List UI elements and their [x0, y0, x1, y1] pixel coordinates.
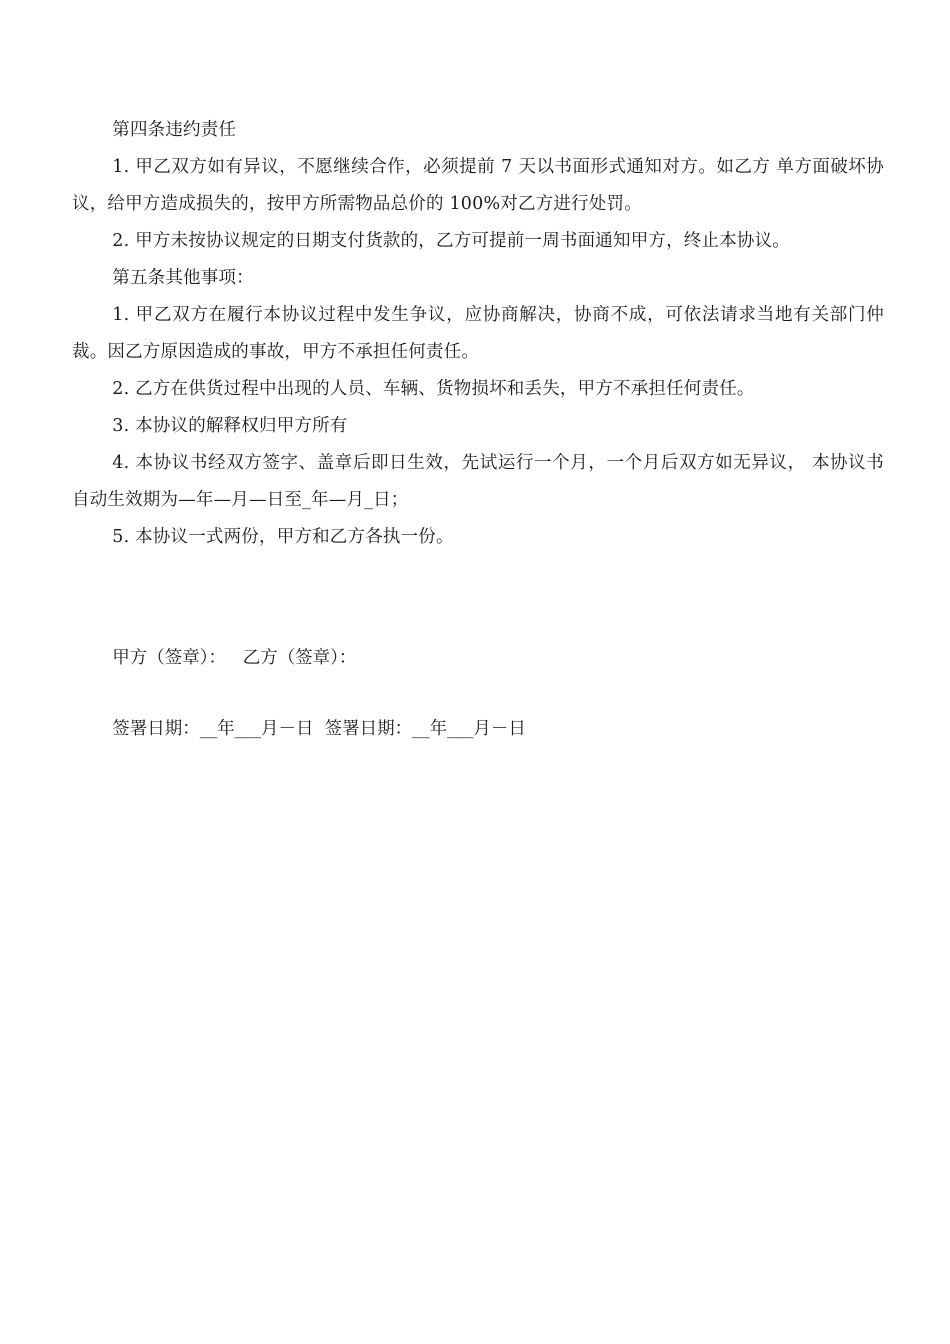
article-5-item-1: 1. 甲乙双方在履行本协议过程中发生争议，应协商解决，协商不成，可依法请求当地有关部门仲裁。因乙方原因造成的事故，甲方不承担任何责任。: [72, 305, 884, 362]
article-5-item-5: 5. 本协议一式两份，甲方和乙方各执一份。: [112, 527, 454, 547]
article-4-heading: 第四条违约责任: [112, 120, 237, 140]
article-5-item-4: 4. 本协议书经双方签字、盖章后即日生效，先试运行一个月，一个月后双方如无异议， 本协议书自动生效期为—年—月—日至_年—月_日；: [72, 453, 884, 510]
article-4-item-1: 1. 甲乙双方如有异议，不愿继续合作，必须提前 7 天以书面形式通知对方。如乙方 单方面破坏协议，给甲方造成损失的，按甲方所需物品总价的 100%对乙方进行处罚。: [72, 157, 884, 214]
article-5-heading: 第五条其他事项：: [112, 268, 254, 288]
signature-parties: 甲方（签章）： 乙方（签章）：: [112, 648, 357, 668]
article-5-item-3: 3. 本协议的解释权归甲方所有: [112, 416, 348, 436]
signature-dates: 签署日期：__年___月－日 签署日期：__年___月－日: [112, 719, 526, 739]
article-5-item-2: 2. 乙方在供货过程中出现的人员、车辆、货物损坏和丢失，甲方不承担任何责任。: [112, 379, 755, 399]
article-4-item-2: 2. 甲方未按协议规定的日期支付货款的，乙方可提前一周书面通知甲方，终止本协议。: [112, 231, 791, 251]
